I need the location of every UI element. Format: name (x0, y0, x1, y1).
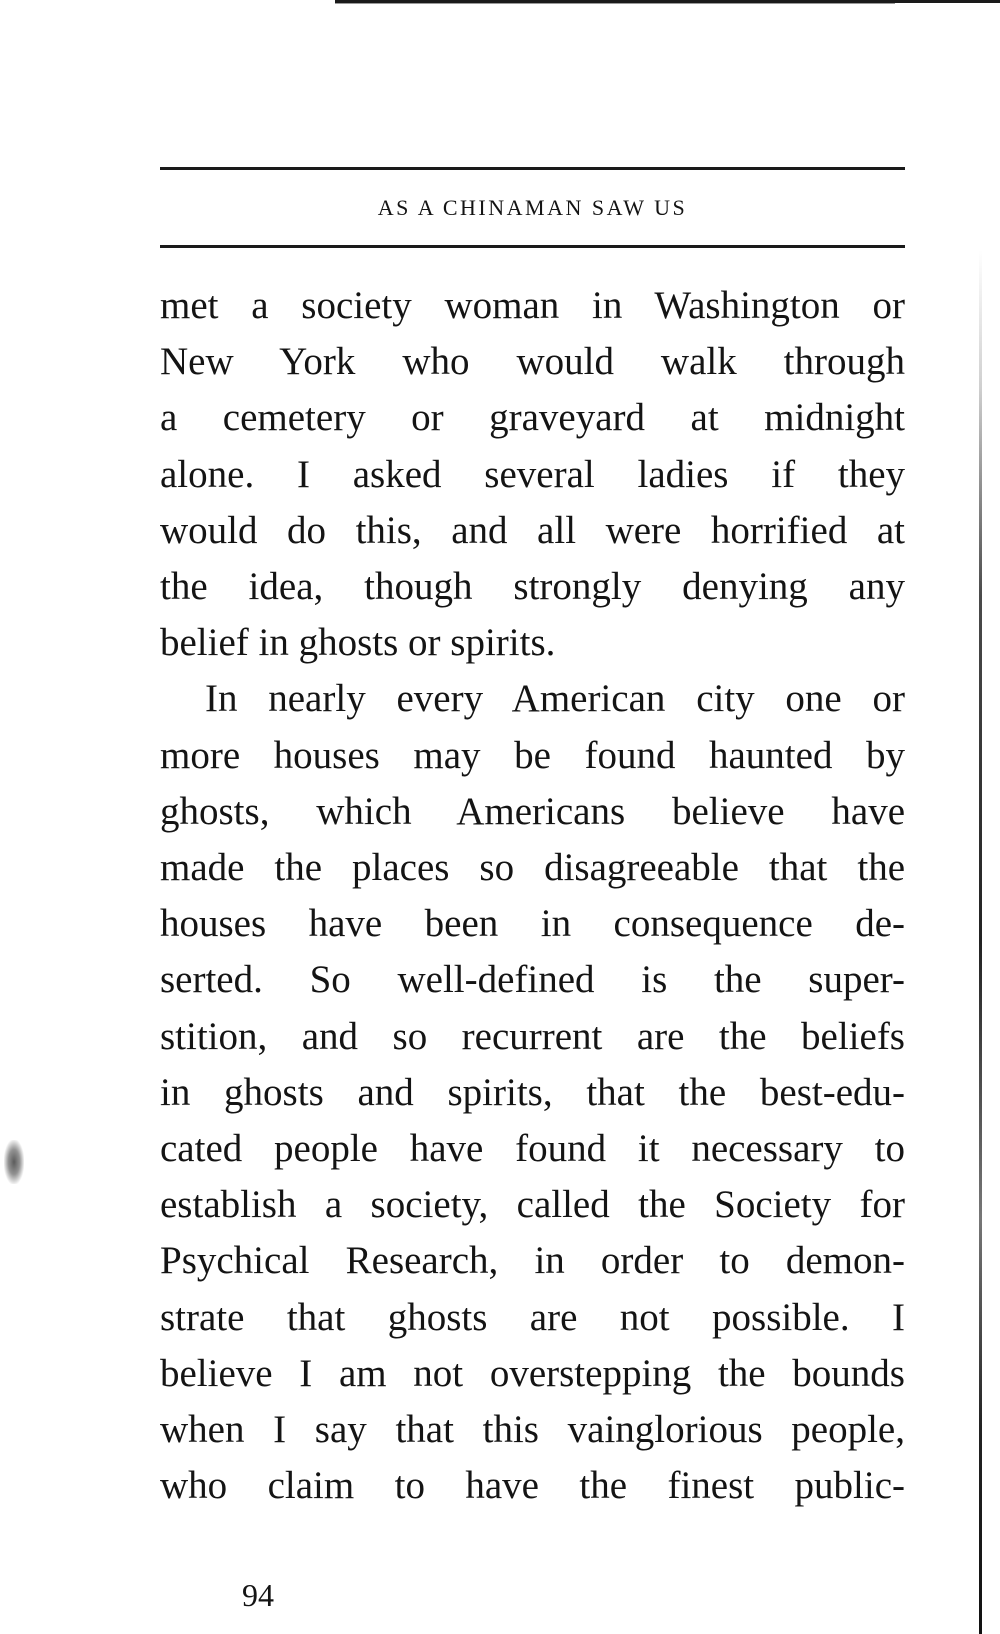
scan-right-edge (979, 250, 982, 1634)
text-line: New York who would walk through (160, 340, 905, 384)
text-line: a cemetery or graveyard at midnight (160, 396, 905, 440)
text-line: Psychical Research, in order to demon- (160, 1239, 905, 1283)
scan-top-border-thin (335, 3, 895, 4)
text-line: serted. So well-defined is the super- (160, 958, 905, 1002)
running-head: AS A CHINAMAN SAW US (377, 195, 688, 220)
text-line: met a society woman in Washington or (160, 284, 905, 327)
header-rule-bottom (160, 245, 905, 248)
text-line: the idea, though strongly denying any (160, 565, 905, 609)
text-line: stition, and so recurrent are the beliefs (160, 1014, 905, 1058)
text-line: alone. I asked several ladies if they (160, 452, 905, 496)
text-line: houses have been in consequence de- (160, 902, 905, 946)
text-line: would do this, and all were horrified at (160, 508, 905, 552)
paragraph (160, 278, 905, 671)
text-line: establish a society, called the Society for (160, 1183, 905, 1227)
text-line: In nearly every American city one or (205, 677, 905, 721)
text-line: belief in ghosts or spirits. (160, 621, 556, 665)
page-number: 94 (242, 1577, 274, 1613)
text-line: who claim to have the finest public- (160, 1464, 905, 1508)
text-line: when I say that this vainglorious people, (160, 1408, 905, 1452)
scan-left-smudge (4, 1140, 24, 1184)
text-line: made the places so disagreeable that the (160, 846, 905, 890)
header-rule-top (160, 167, 905, 170)
text-line: more houses may be found haunted by (160, 733, 905, 777)
body-text (160, 278, 905, 1514)
paragraph (160, 671, 905, 1514)
text-line: believe I am not overstepping the bounds (160, 1351, 905, 1395)
text-line: cated people have found it necessary to (160, 1127, 905, 1171)
text-line: in ghosts and spirits, that the best-edu- (160, 1070, 905, 1114)
text-line: ghosts, which Americans believe have (160, 789, 905, 833)
text-line: strate that ghosts are not possible. I (160, 1295, 905, 1339)
